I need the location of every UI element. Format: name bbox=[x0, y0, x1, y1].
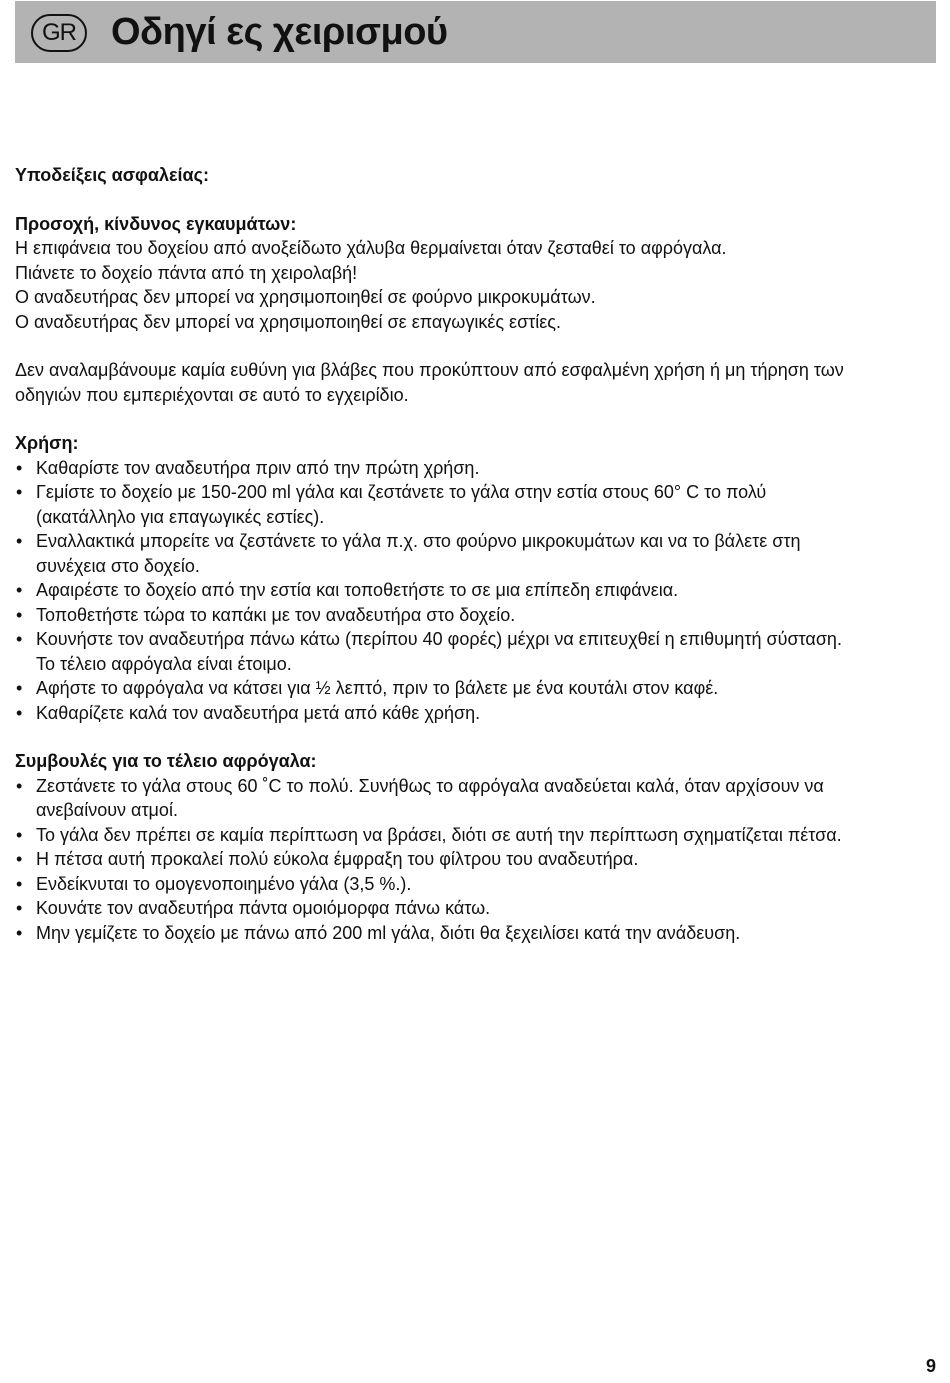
safety-heading: Υποδείξεις ασφαλείας: bbox=[15, 165, 209, 185]
list-item: • Καθαρίστε τον αναδευτήρα πριν από την πρώτη χρήση. bbox=[15, 456, 930, 481]
tips-list bbox=[15, 774, 930, 946]
list-item: • Μην γεμίζετε το δοχείο με πάνω από 200 ml γάλα, διότι θα ξεχειλίσει κατά την ανάδευση. bbox=[15, 921, 930, 946]
list-item: • Ενδείκνυται το ομογενοποιημένο γάλα (3,5 %.). bbox=[15, 872, 930, 897]
page-number: 9 bbox=[925, 1356, 936, 1376]
list-item: • Κουνάτε τον αναδευτήρα πάντα ομοιόμορφα πάνω κάτω. bbox=[15, 896, 930, 921]
header-bar bbox=[15, 1, 936, 63]
safety-line: Η επιφάνεια του δοχείου από ανοξείδωτο χάλυβα θερμαίνεται όταν ζεσταθεί το αφρόγαλα. bbox=[15, 238, 727, 258]
list-item: • Αφαιρέστε το δοχείο από την εστία και τοποθετήστε το σε μια επίπεδη επιφάνεια. bbox=[15, 578, 930, 603]
disclaimer-line: Δεν αναλαμβάνουμε καμία ευθύνη για βλάβες που προκύπτουν από εσφαλμένη χρήση ή μη τήρηση των bbox=[15, 360, 844, 380]
safety-line: Πιάνετε το δοχείο πάντα από τη χειρολαβή! bbox=[15, 262, 358, 283]
list-item: • Το γάλα δεν πρέπει σε καμία περίπτωση να βράσει, διότι σε αυτή την περίπτωση σχηματίζεται πέτσα. bbox=[15, 823, 930, 848]
safety-line: Ο αναδευτήρας δεν μπορεί να χρησιμοποιηθεί σε επαγωγικές εστίες. bbox=[15, 311, 561, 332]
document-body bbox=[15, 163, 930, 945]
list-item: • Τοποθετήστε τώρα το καπάκι με τον αναδευτήρα στο δοχείο. bbox=[15, 603, 930, 628]
list-item: • Γεμίστε το δοχείο με 150-200 ml γάλα και ζεστάνετε το γάλα στην εστία στους 60° C το πολύ (ακατάλληλο για επαγωγικές εστίες). bbox=[15, 480, 930, 529]
language-badge: GR bbox=[31, 14, 87, 52]
list-item: • Καθαρίζετε καλά τον αναδευτήρα μετά από κάθε χρήση. bbox=[15, 701, 930, 726]
list-item: • Αφήστε το αφρόγαλα να κάτσει για ½ λεπτό, πριν το βάλετε με ένα κουτάλι στον καφέ. bbox=[15, 676, 930, 701]
burn-warning-heading: Προσοχή, κίνδυνος εγκαυμάτων: bbox=[15, 213, 297, 234]
safety-line: Ο αναδευτήρας δεν μπορεί να χρησιμοποιηθεί σε φούρνο μικροκυμάτων. bbox=[15, 287, 596, 307]
usage-list bbox=[15, 456, 930, 726]
tips-heading: Συμβουλές για το τέλειο αφρόγαλα: bbox=[15, 751, 317, 771]
list-item: • Κουνήστε τον αναδευτήρα πάνω κάτω (περίπου 40 φορές) μέχρι να επιτευχθεί η επιθυμητή σύσταση. Το τέλειο αφρόγαλα είναι έτοιμο. bbox=[15, 627, 930, 676]
list-item: • Ζεστάνετε το γάλα στους 60 ˚C το πολύ. Συνήθως το αφρόγαλα αναδεύεται καλά, όταν αρχίσουν να ανεβαίνουν ατμοί. bbox=[15, 774, 930, 823]
disclaimer-line: οδηγιών που εμπεριέχονται σε αυτό το εγχειρίδιο. bbox=[15, 384, 409, 405]
usage-heading: Χρήση: bbox=[15, 433, 79, 453]
list-item: • Η πέτσα αυτή προκαλεί πολύ εύκολα έμφραξη του φίλτρου του αναδευτήρα. bbox=[15, 847, 930, 872]
list-item: • Εναλλακτικά μπορείτε να ζεστάνετε το γάλα π.χ. στο φούρνο μικροκυμάτων και να το βάλετε στη συνέχεια στο δοχείο. bbox=[15, 529, 930, 578]
page-title: Οδηγί ες χειρισμού bbox=[111, 11, 448, 53]
